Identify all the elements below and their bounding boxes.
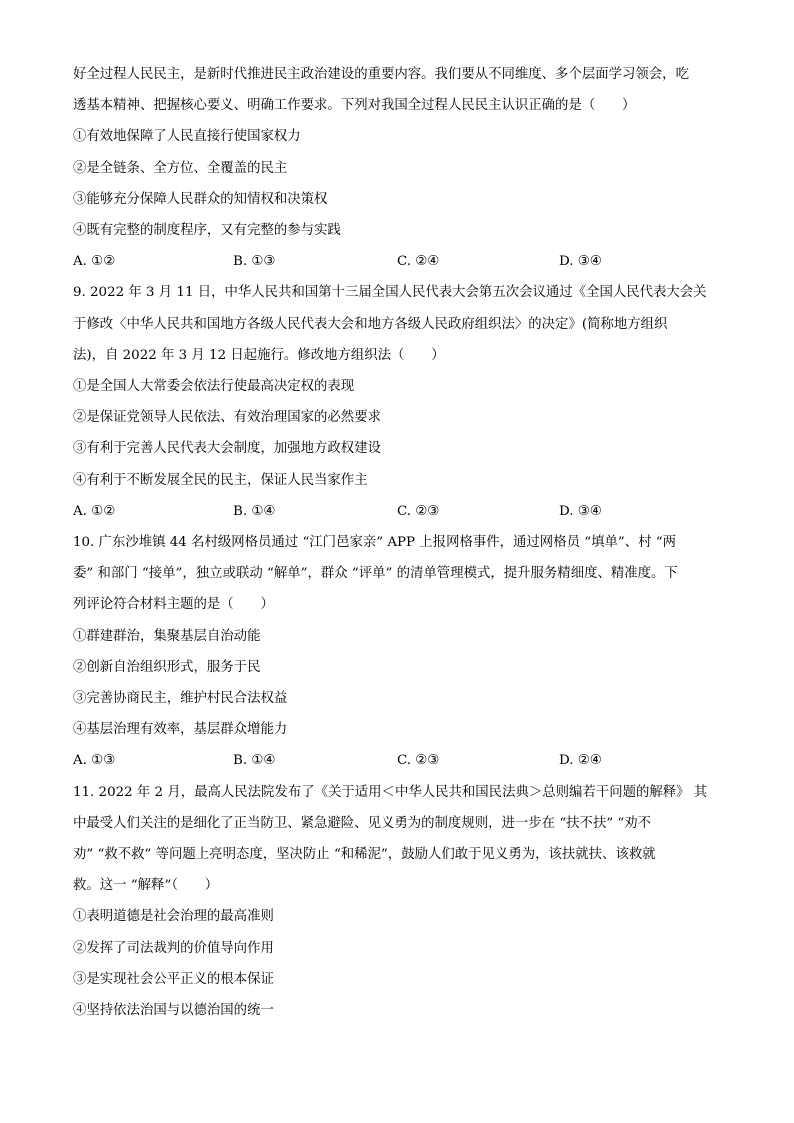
statement-item: ①是全国人大常委会依法行使最高决定权的表现: [73, 379, 355, 394]
answer-option: D. ③④: [559, 503, 602, 519]
statement-item: ④坚持依法治国与以德治国的统一: [73, 1003, 274, 1018]
answer-option: D. ②④: [559, 753, 602, 769]
statement-item: ②发挥了司法裁判的价值导向作用: [73, 940, 274, 956]
question-stem-line: 10. 广东沙堆镇 44 名村级网格员通过 “江门邑家亲” APP 上报网格事件，通过网格员 “填单”、村 “两: [73, 535, 676, 550]
statement-item: ②创新自治组织形式，服务于民: [73, 659, 261, 675]
question-stem-line: 列评论符合材料主题的是（ ）: [73, 597, 274, 613]
question-stem-line: 劝” “救不救” 等问题上亮明态度，坚决防止 “和稀泥”，鼓励人们敢于见义勇为，该扶就扶、该救就: [73, 847, 656, 862]
answer-option: B. ①④: [233, 503, 276, 519]
statement-item: ①群建群治，集聚基层自治动能: [73, 628, 261, 644]
answer-option: A. ①②: [73, 503, 116, 519]
answer-option: C. ②③: [397, 753, 440, 769]
statement-item: ③完善协商民主，维护村民合法权益: [73, 691, 288, 706]
answer-option: A. ①③: [73, 753, 116, 769]
answer-option: B. ①③: [233, 254, 276, 270]
question-stem-line: 于修改〈中华人民共和国地方各级人民代表大会和地方各级人民政府组织法〉的决定》(简称地方组织: [73, 316, 668, 332]
question-stem-line: 委” 和部门 “接单”，独立或联动 “解单”，群众 “评单” 的清单管理模式，提升服务精细度、精准度。下: [73, 566, 678, 582]
answer-option: A. ①②: [73, 254, 116, 270]
question-stem-line: 好全过程人民民主，是新时代推进民主政治建设的重要内容。我们要从不同维度、多个层面学习领会，吃: [73, 67, 689, 82]
question-stem-line: 11. 2022 年 2 月，最高人民法院发布了《关于适用＜中华人民共和国民法典＞总则编若干问题的解释》 其: [73, 784, 708, 800]
question-stem-line: 透基本精神、把握核心要义、明确工作要求。下列对我国全过程人民民主认识正确的是（ ）: [73, 98, 636, 114]
statement-item: ①有效地保障了人民直接行使国家权力: [73, 129, 301, 145]
answer-option: D. ③④: [559, 254, 602, 270]
statement-item: ②是保证党领导人民依法、有效治理国家的必然要求: [73, 410, 381, 426]
statement-item: ②是全链条、全方位、全覆盖的民主: [73, 160, 288, 176]
statement-item: ①表明道德是社会治理的最高准则: [73, 909, 274, 925]
statement-item: ④基层治理有效率，基层群众增能力: [73, 722, 288, 738]
statement-item: ③是实现社会公平正义的根本保证: [73, 971, 274, 987]
statement-item: ③能够充分保障人民群众的知情权和决策权: [73, 191, 328, 207]
answer-option: C. ②④: [397, 254, 440, 270]
statement-item: ④既有完整的制度程序，又有完整的参与实践: [73, 223, 341, 238]
question-stem-line: 法)，自 2022 年 3 月 12 日起施行。修改地方组织法（ ）: [73, 347, 445, 363]
answer-option: C. ②③: [397, 503, 440, 519]
statement-item: ③有利于完善人民代表大会制度，加强地方政权建设: [73, 441, 381, 457]
answer-option: B. ①④: [233, 753, 276, 769]
question-stem-line: 9. 2022 年 3 月 11 日，中华人民共和国第十三届全国人民代表大会第五次会议通过《全国人民代表大会关: [73, 285, 707, 301]
question-stem-line: 中最受人们关注的是细化了正当防卫、紧急避险、见义勇为的制度规则，进一步在 “扶不扶” “劝不: [73, 815, 652, 831]
statement-item: ④有利于不断发展全民的民主，保证人民当家作主: [73, 472, 368, 488]
question-stem-line: 救。这一 “解释”（ ）: [73, 878, 219, 894]
